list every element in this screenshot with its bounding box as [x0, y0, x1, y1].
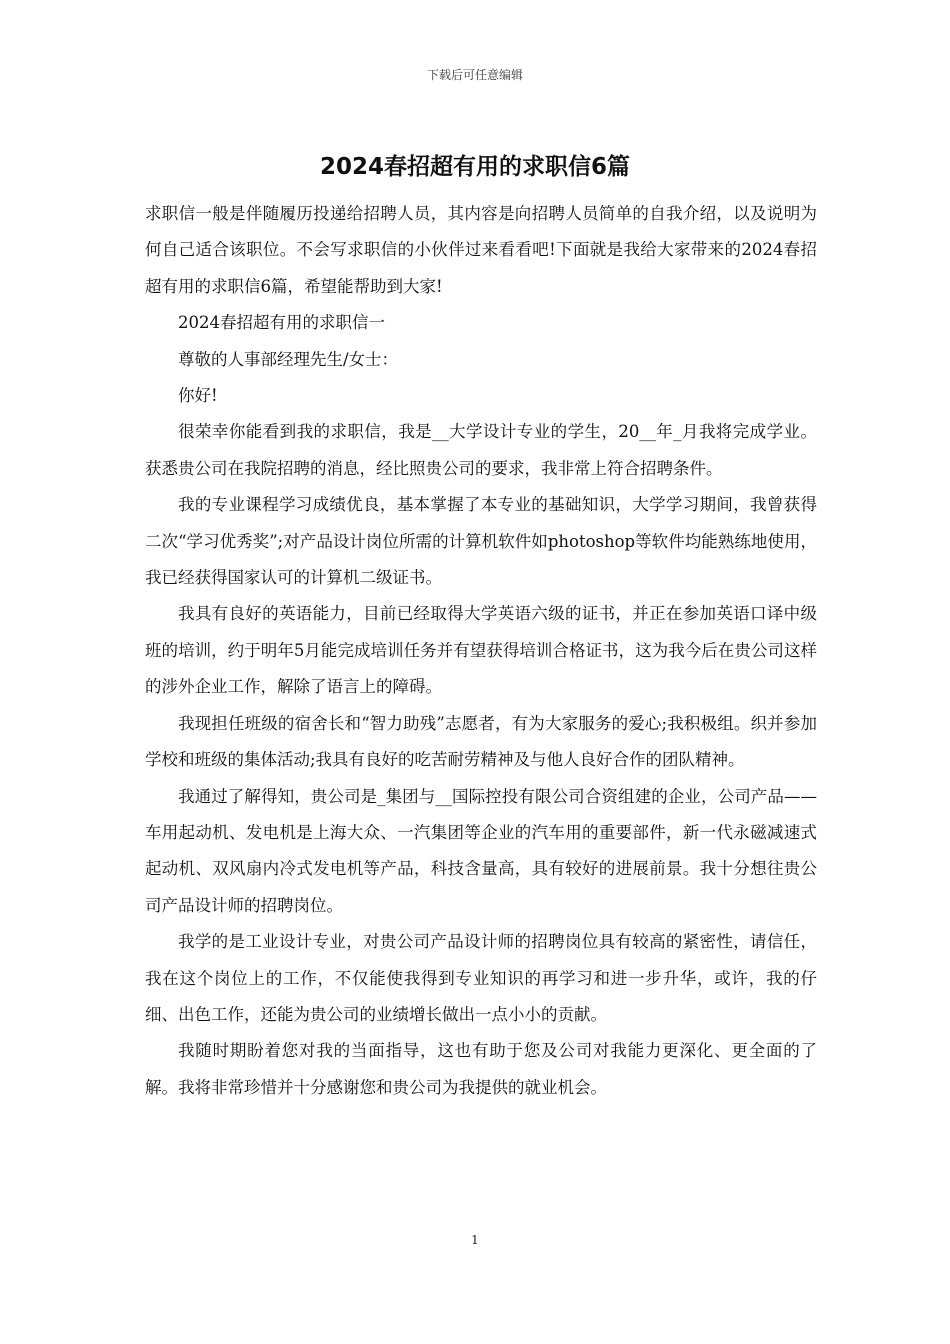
document-body [145, 196, 817, 1106]
salutation: 尊敬的人事部经理先生/女士： [178, 349, 399, 369]
body-paragraph: 我随时期盼着您对我的当面指导，这也有助于您及公司对我能力更深化、更全面的了解。我将非常珍惜并十分感谢您和贵公司为我提供的就业机会。 [145, 1041, 817, 1097]
greeting: 你好! [178, 386, 218, 406]
intro-paragraph: 求职信一般是伴随履历投递给招聘人员，其内容是向招聘人员简单的自我介绍，以及说明为何自己适合该职位。不会写求职信的小伙伴过来看看吧!下面就是我给大家带来的2024春招超有用的求职信6篇，希望能帮助到大家! [145, 204, 817, 296]
body-paragraph: 很荣幸你能看到我的求职信，我是__大学设计专业的学生，20__年_月我将完成学业。获悉贵公司在我院招聘的消息，经比照贵公司的要求，我非常上符合招聘条件。 [145, 422, 817, 478]
body-paragraph: 我通过了解得知，贵公司是_集团与__国际控投有限公司合资组建的企业，公司产品——车用起动机、发电机是上海大众、一汽集团等企业的汽车用的重要部件，新一代永磁减速式起动机、双风扇内冷式发电机等产品，科技含量高，具有较好的进展前景。我十分想往贵公司产品设计师的招聘岗位。 [145, 786, 817, 915]
header-note: 下载后可任意编辑 [426, 68, 523, 82]
body-paragraph: 我具有良好的英语能力，目前已经取得大学英语六级的证书，并正在参加英语口译中级班的培训，约于明年5月能完成培训任务并有望获得培训合格证书，这为我今后在贵公司这样的涉外企业工作，解除了语言上的障碍。 [145, 604, 817, 697]
document-title: 2024春招超有用的求职信6篇 [319, 154, 631, 180]
letter-heading: 2024春招超有用的求职信一 [178, 313, 385, 333]
body-paragraph: 我学的是工业设计专业，对贵公司产品设计师的招聘岗位具有较高的紧密性，请信任，我在这个岗位上的工作，不仅能使我得到专业知识的再学习和进一步升华，或许，我的仔细、出色工作，还能为贵公司的业绩增长做出一点小小的贡献。 [145, 932, 817, 1024]
page-number: 1 [471, 1233, 479, 1247]
body-paragraph: 我现担任班级的宿舍长和“智力助残”志愿者，有为大家服务的爱心;我积极组。织并参加学校和班级的集体活动;我具有良好的吃苦耐劳精神及与他人良好合作的团队精神。 [145, 713, 817, 770]
body-paragraph: 我的专业课程学习成绩优良，基本掌握了本专业的基础知识，大学学习期间，我曾获得二次“学习优秀奖”;对产品设计岗位所需的计算机软件如photoshop等软件均能熟练地使用，我已经获得国家认可的计算机二级证书。 [145, 495, 817, 588]
